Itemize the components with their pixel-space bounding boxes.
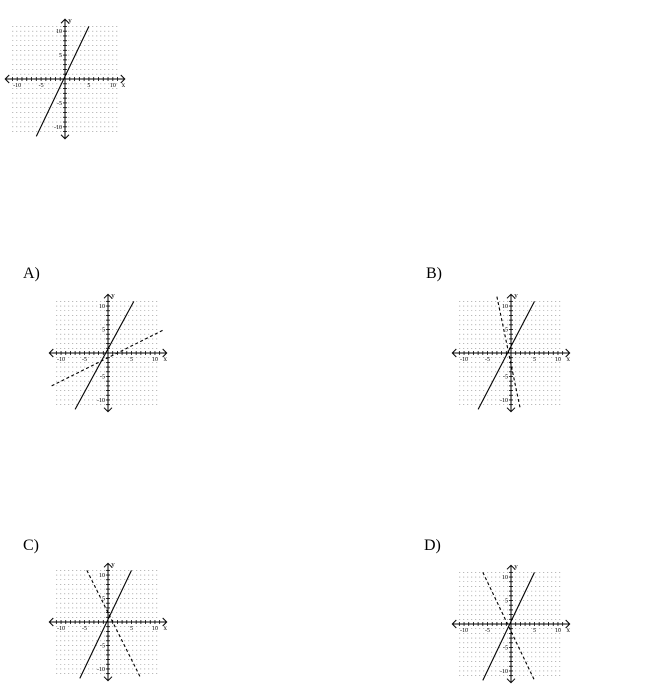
question-y-axis-label: y xyxy=(68,16,72,25)
option-a-xtick-label-10: 10 xyxy=(151,357,158,363)
option-d-ytick-label-10: 10 xyxy=(502,575,508,582)
option-a-solid-line xyxy=(75,301,134,409)
option-b-svg xyxy=(447,289,575,417)
option-c-label: C) xyxy=(23,537,39,554)
option-a-label: A) xyxy=(23,265,40,282)
option-a-ytick-label-5: 5 xyxy=(102,327,105,334)
option-a-xtick-label-neg5: -5 xyxy=(82,357,88,363)
option-b-x-axis-label: x xyxy=(566,355,571,363)
option-c-ytick-label-10: 10 xyxy=(99,573,105,580)
option-b-xtick-label-5: 5 xyxy=(532,357,536,363)
option-b-ytick-label-neg5: -5 xyxy=(503,374,508,381)
option-d-xtick-label-neg10: -10 xyxy=(460,628,469,634)
option-c-svg xyxy=(44,558,172,686)
option-c-y-axis-label: y xyxy=(111,560,115,569)
question-x-axis-label: x xyxy=(121,81,126,89)
option-c-ytick-label-neg5: -5 xyxy=(100,643,105,650)
question-xtick-label-neg5: -5 xyxy=(38,83,44,89)
option-b-solid-line xyxy=(478,301,534,409)
option-d-xtick-label-5: 5 xyxy=(532,628,536,634)
question-ytick-label-10: 10 xyxy=(56,29,62,36)
option-d-xtick-label-neg5: -5 xyxy=(485,628,491,634)
option-a-svg xyxy=(44,289,172,417)
option-a-ytick-label-neg10: -10 xyxy=(97,397,105,404)
option-d-x-axis-label: x xyxy=(566,626,571,634)
option-b-label: B) xyxy=(426,265,442,282)
option-d-graph xyxy=(447,560,575,688)
option-d-svg xyxy=(447,560,575,688)
option-a-graph xyxy=(44,289,172,417)
option-c-ytick-label-5: 5 xyxy=(102,596,105,603)
question-ytick-label-5: 5 xyxy=(59,53,62,60)
question-ytick-label-neg5: -5 xyxy=(57,100,62,107)
question-xtick-label-5: 5 xyxy=(87,83,91,89)
question-graph xyxy=(0,14,130,144)
option-a-x-axis-label: x xyxy=(163,355,168,363)
option-b-xtick-label-10: 10 xyxy=(554,357,561,363)
option-c-x-axis-label: x xyxy=(163,624,168,632)
option-a-xtick-label-5: 5 xyxy=(129,357,133,363)
option-d-ytick-label-neg10: -10 xyxy=(500,668,508,675)
option-b-ytick-label-neg10: -10 xyxy=(500,397,508,404)
option-c-graph xyxy=(44,558,172,686)
option-a-ytick-label-10: 10 xyxy=(99,304,105,311)
question-ytick-label-neg10: -10 xyxy=(54,124,62,131)
option-c-dashed-line xyxy=(87,570,141,678)
option-c-xtick-label-5: 5 xyxy=(129,626,133,632)
option-c-ytick-label-neg10: -10 xyxy=(97,666,105,673)
question-xtick-label-neg10: -10 xyxy=(13,83,22,89)
option-c-solid-line xyxy=(80,570,132,678)
option-d-ytick-label-neg5: -5 xyxy=(503,645,508,652)
option-b-ytick-label-5: 5 xyxy=(505,327,508,334)
question-xtick-label-10: 10 xyxy=(109,83,116,89)
option-b-xtick-label-neg5: -5 xyxy=(485,357,491,363)
option-d-y-axis-label: y xyxy=(514,562,518,571)
option-d-label: D) xyxy=(424,537,441,554)
option-a-y-axis-label: y xyxy=(111,291,115,300)
option-d-xtick-label-10: 10 xyxy=(554,628,561,634)
option-a-ytick-label-neg5: -5 xyxy=(100,374,105,381)
option-b-y-axis-label: y xyxy=(514,291,518,300)
option-b-ytick-label-10: 10 xyxy=(502,304,508,311)
option-b-graph xyxy=(447,289,575,417)
option-b-xtick-label-neg10: -10 xyxy=(460,357,469,363)
option-a-xtick-label-neg10: -10 xyxy=(57,357,66,363)
option-c-xtick-label-neg5: -5 xyxy=(82,626,88,632)
option-c-xtick-label-10: 10 xyxy=(151,626,158,632)
question-solid-line xyxy=(36,26,89,136)
option-c-xtick-label-neg10: -10 xyxy=(57,626,66,632)
question-svg xyxy=(0,14,130,144)
option-d-ytick-label-5: 5 xyxy=(505,598,508,605)
